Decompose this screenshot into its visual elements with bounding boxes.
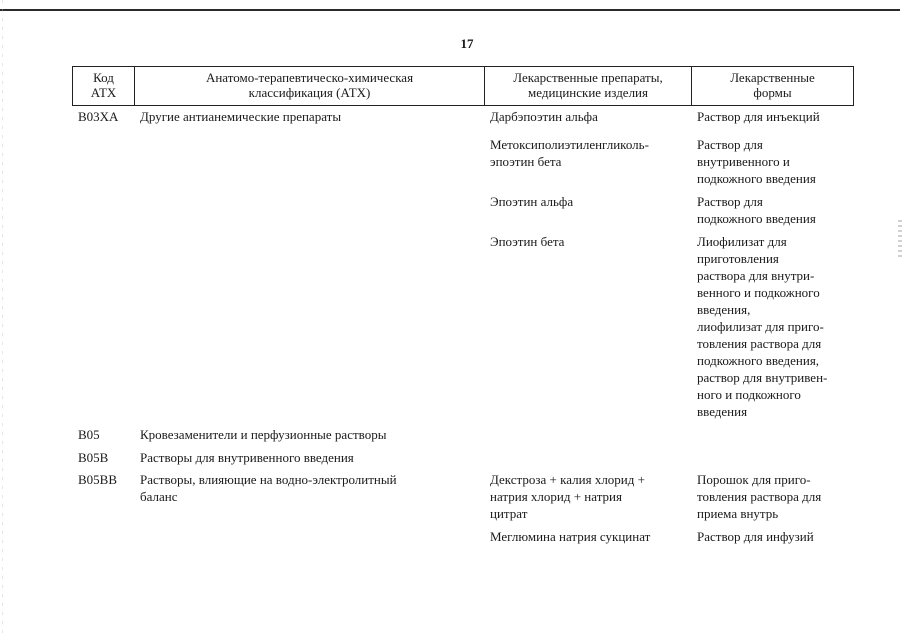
row-b03xa-drug-mpeg-epoetin	[490, 136, 690, 170]
header-drugs	[485, 67, 692, 105]
header-classification-line1: Анатомо-терапевтическо-химическая	[205, 70, 414, 85]
row-b05bb-form-meglumine: Раствор для инфузий	[697, 529, 814, 544]
form-line: Раствор для	[697, 137, 763, 152]
row-b03xa-code: B03XA	[78, 109, 119, 124]
drug-line: эпоэтин бета	[490, 154, 562, 169]
row-b03xa-classification: Другие антианемические препараты	[140, 109, 342, 124]
header-code-line1: Код	[93, 70, 114, 85]
header-forms-line2: формы	[753, 85, 792, 100]
scan-edge-mark	[2, 0, 3, 637]
row-b03xa-drug-epoetin-alfa: Эпоэтин альфа	[490, 194, 574, 209]
header-drugs-line1: Лекарственные препараты,	[513, 70, 663, 85]
header-drugs-line2: медицинские изделия	[528, 85, 648, 100]
form-line: Лиофилизат для	[697, 234, 787, 249]
form-line: Порошок для приго-	[697, 472, 811, 487]
form-line: раствор для внутривен-	[697, 370, 828, 385]
header-classification-line2: классификация (АТХ)	[248, 85, 371, 100]
form-line: приготовления	[697, 251, 779, 266]
atc-table	[72, 66, 854, 544]
form-line: подкожного введения	[697, 211, 816, 226]
form-line: товления раствора для	[697, 336, 822, 351]
row-b05-code: B05	[78, 427, 100, 442]
header-code	[73, 67, 135, 105]
row-b05bb-classification	[140, 471, 480, 505]
form-line: приема внутрь	[697, 506, 779, 521]
form-line: подкожного введения,	[697, 353, 820, 368]
form-line: лиофилизат для приго-	[697, 319, 824, 334]
form-line: товления раствора для	[697, 489, 822, 504]
form-line: Раствор для	[697, 194, 763, 209]
form-line: венного и подкожного	[697, 285, 820, 300]
classification-line: баланс	[140, 489, 178, 504]
drug-line: натрия хлорид + натрия	[490, 489, 622, 504]
form-line: подкожного введения	[697, 171, 816, 186]
header-classification	[135, 67, 485, 105]
row-b05b-code: B05B	[78, 450, 109, 465]
form-line: внутривенного и	[697, 154, 790, 169]
row-b03xa-form-epoetin-beta	[697, 233, 855, 420]
scan-edge-mark-right	[898, 220, 902, 260]
classification-line: Растворы, влияющие на водно-электролитный	[140, 472, 397, 487]
row-b05bb-code: B05BB	[78, 472, 118, 487]
row-b03xa-form-mpeg-epoetin	[697, 136, 855, 187]
form-line: ного и подкожного	[697, 387, 801, 402]
drug-line: Метоксиполиэтиленгликоль-	[490, 137, 649, 152]
row-b05b-classification: Растворы для внутривенного введения	[140, 450, 354, 465]
header-code-line2: АТХ	[90, 85, 117, 100]
form-line: введения,	[697, 302, 751, 317]
row-b03xa-form-darbepoetin: Раствор для инъекций	[697, 109, 820, 124]
row-b05bb-drug-meglumine: Меглюмина натрия сукцинат	[490, 529, 651, 544]
row-b03xa-drug-darbepoetin: Дарбэпоэтин альфа	[490, 109, 598, 124]
row-b03xa-form-epoetin-alfa	[697, 193, 855, 227]
drug-line: цитрат	[490, 506, 528, 521]
header-forms-line1: Лекарственные	[730, 70, 815, 85]
page-number: 17	[460, 36, 474, 51]
drug-line: Декстроза + калия хлорид +	[490, 472, 645, 487]
table-header	[72, 66, 854, 106]
top-border-line	[0, 9, 900, 11]
row-b05bb-drug-dextrose-mix	[490, 471, 690, 522]
row-b05bb-form-dextrose-mix	[697, 471, 855, 522]
header-forms	[692, 67, 853, 105]
form-line: раствора для внутри-	[697, 268, 815, 283]
row-b05-classification: Кровезаменители и перфузионные растворы	[140, 427, 387, 442]
form-line: введения	[697, 404, 748, 419]
row-b03xa-drug-epoetin-beta: Эпоэтин бета	[490, 234, 565, 249]
